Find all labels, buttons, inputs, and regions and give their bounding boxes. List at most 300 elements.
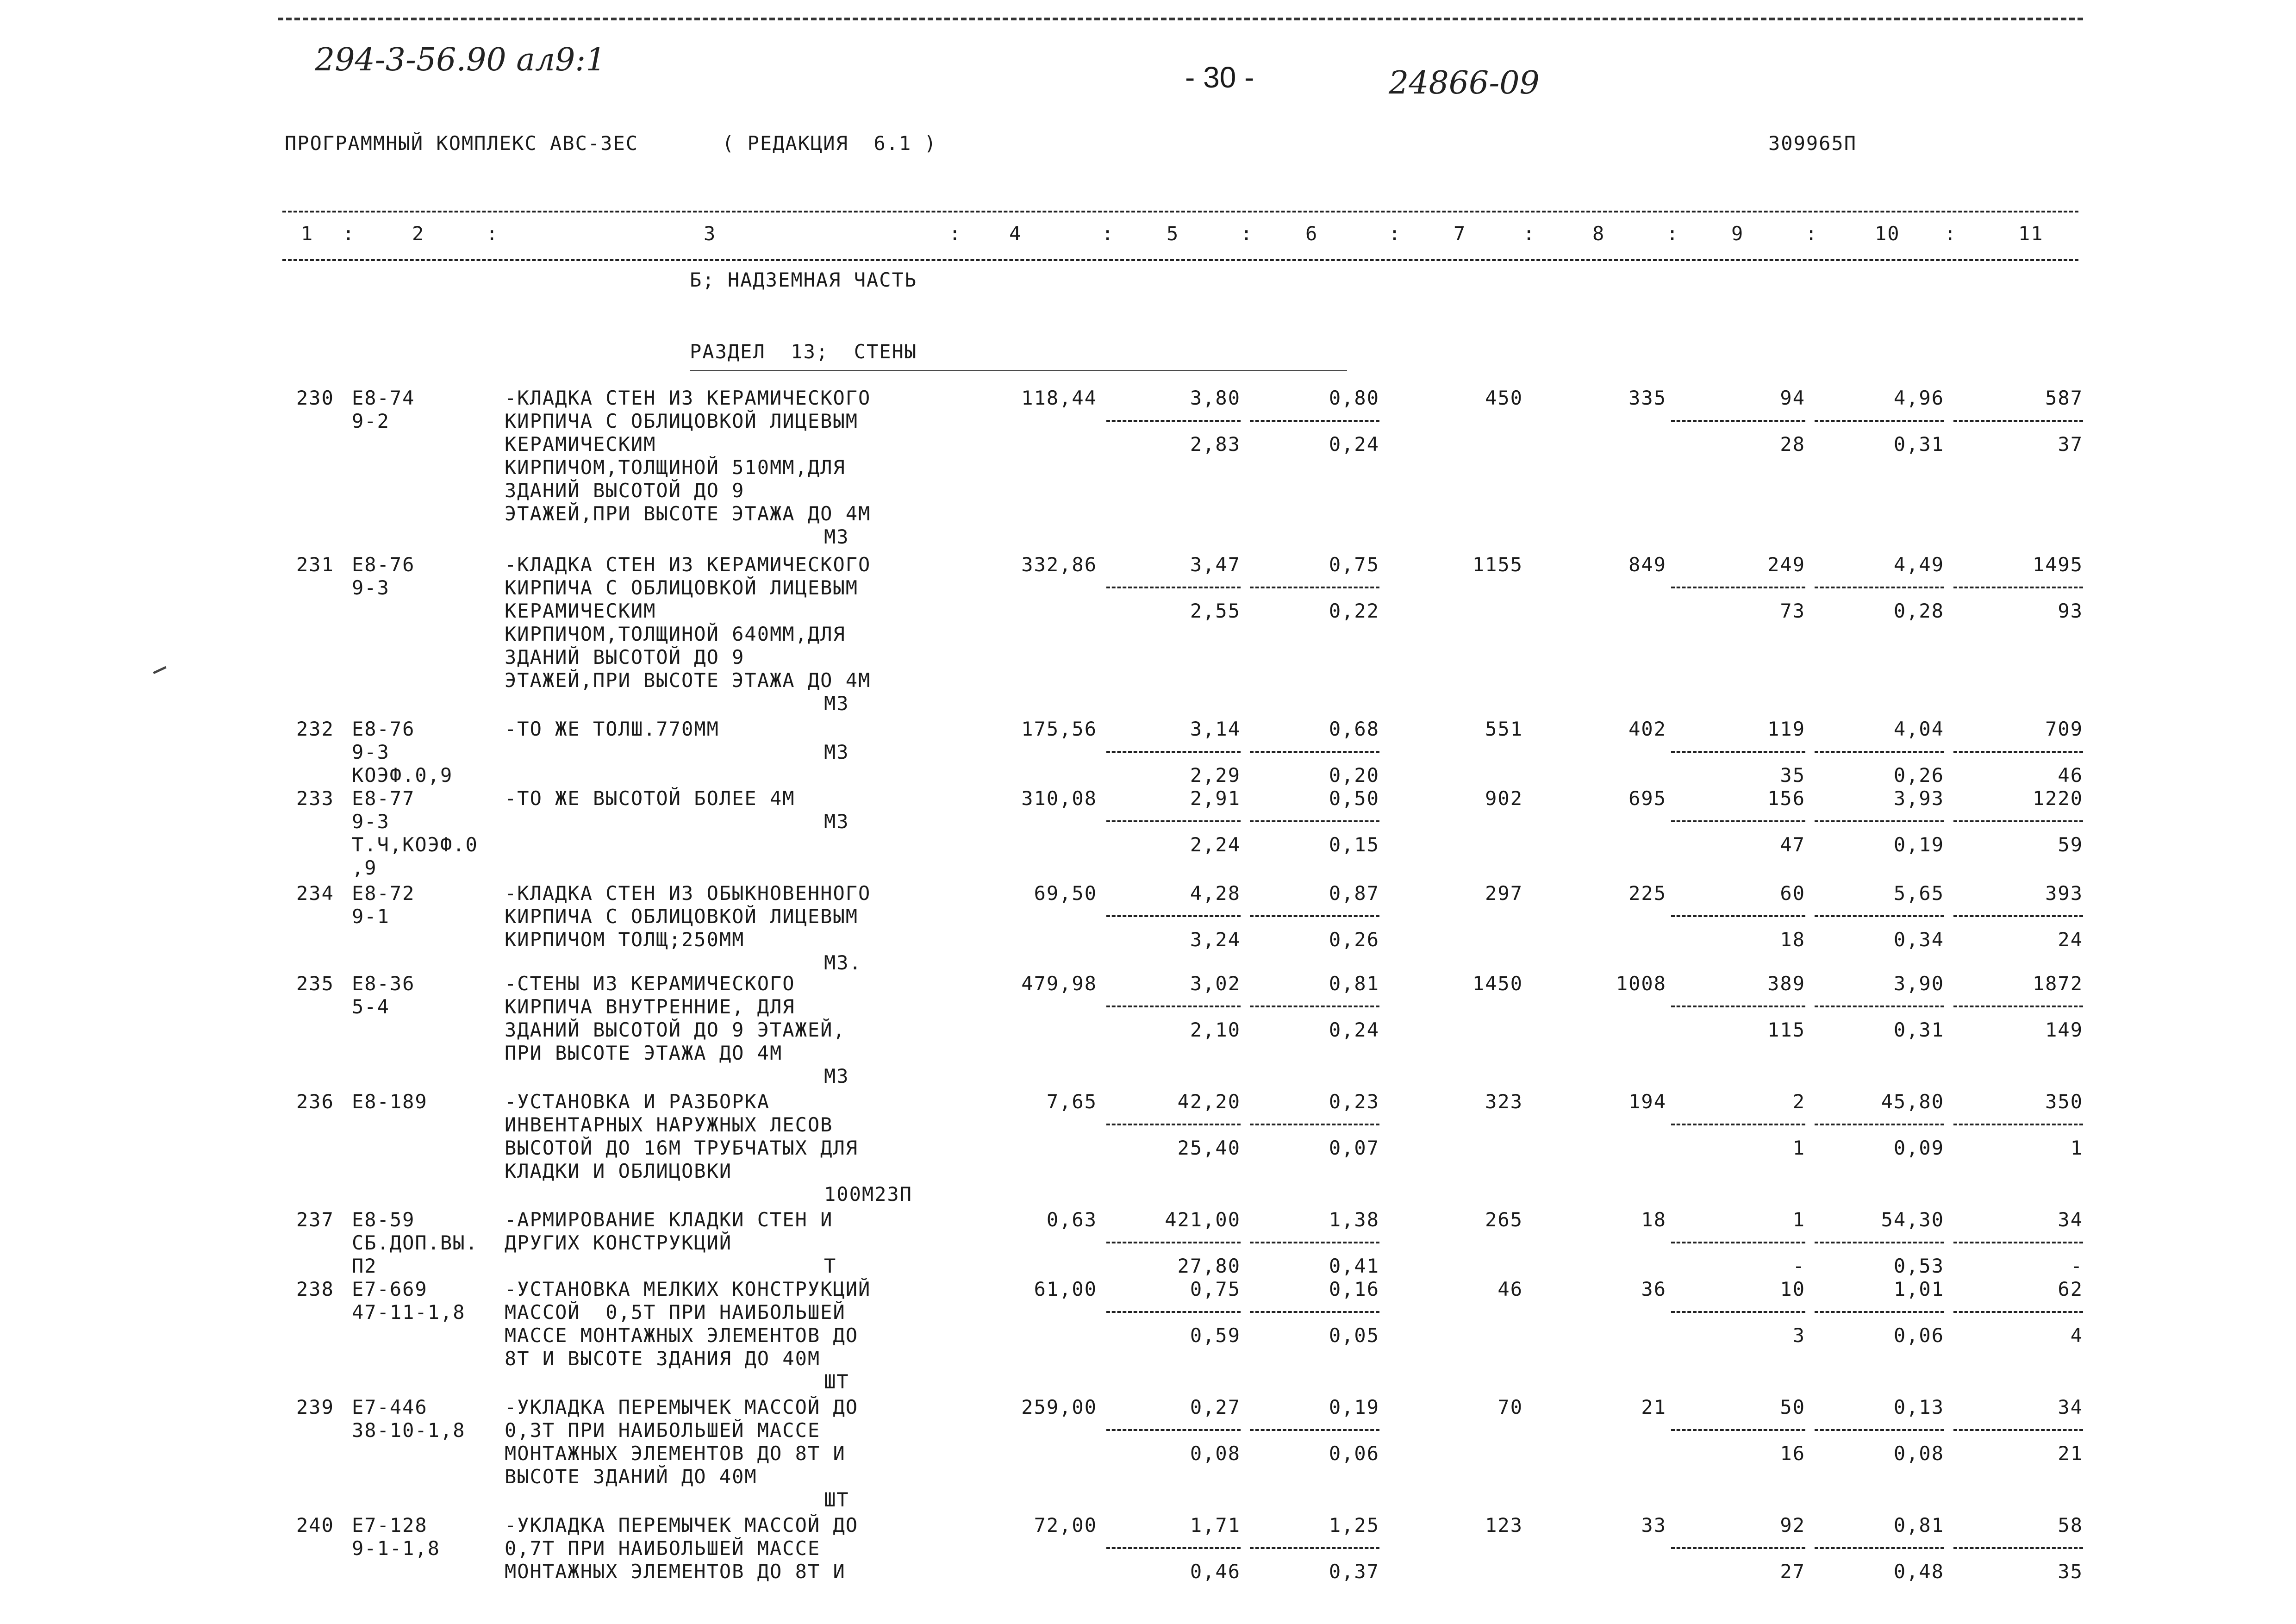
- cell-col5: 2,91: [1190, 787, 1241, 810]
- top-dashed-line: [278, 18, 2083, 20]
- column-header-7: 7: [1454, 222, 1466, 245]
- cell-col6: 1,25: [1329, 1514, 1379, 1537]
- row-number: 235: [296, 972, 334, 995]
- cell-col10: 3,90: [1893, 972, 1944, 995]
- row-unit: 100М2ЗП: [824, 1183, 913, 1206]
- cell-col6-sub: 0,06: [1329, 1442, 1379, 1465]
- row-number: 239: [296, 1396, 334, 1418]
- value-separator: [1106, 1006, 1241, 1007]
- value-separator: [1815, 915, 1944, 917]
- cell-col9-sub: 73: [1780, 600, 1805, 622]
- value-separator: [1953, 751, 2083, 753]
- column-divider: :: [1389, 222, 1402, 245]
- value-separator: [1671, 1547, 1805, 1549]
- value-separator: [1815, 1547, 1944, 1549]
- cell-col6: 0,68: [1329, 718, 1379, 740]
- column-divider: :: [1102, 222, 1115, 245]
- cell-col11-sub: 35: [2058, 1560, 2083, 1583]
- cell-col6-sub: 0,24: [1329, 433, 1379, 456]
- column-header-11: 11: [2018, 222, 2044, 245]
- cell-col6-sub: 0,15: [1329, 833, 1379, 856]
- cell-col8: 21: [1641, 1396, 1666, 1418]
- value-separator: [1106, 1429, 1241, 1431]
- row-number: 238: [296, 1278, 334, 1300]
- subsection-title: РАЗДЕЛ 13; СТЕНЫ: [690, 340, 917, 363]
- row-unit: ШТ: [824, 1488, 849, 1511]
- cell-col9-sub: 28: [1780, 433, 1805, 456]
- row-description: -УСТАНОВКА И РАЗБОРКА: [505, 1090, 770, 1113]
- cell-col11-sub: 59: [2058, 833, 2083, 856]
- row-description: МАССОЙ 0,5Т ПРИ НАИБОЛЬШЕЙ: [505, 1301, 846, 1324]
- cell-col10-sub: 0,06: [1893, 1324, 1944, 1347]
- cell-col9-sub: -: [1792, 1255, 1805, 1277]
- value-separator: [1953, 1006, 2083, 1007]
- cell-col8: 1008: [1616, 972, 1666, 995]
- header-bottom-rule: [282, 259, 2078, 261]
- cell-col7: 70: [1497, 1396, 1523, 1418]
- column-header-6: 6: [1305, 222, 1318, 245]
- row-description: ВЫСОТЕ ЗДАНИЙ ДО 40М: [505, 1465, 757, 1488]
- cell-col5: 3,47: [1190, 553, 1241, 576]
- row-code: 9-3: [352, 741, 390, 763]
- row-description: ВЫСОТОЙ ДО 16М ТРУБЧАТЫХ ДЛЯ: [505, 1137, 859, 1159]
- cell-col6-sub: 0,41: [1329, 1255, 1379, 1277]
- value-separator: [1671, 420, 1805, 422]
- row-unit: Т: [824, 1255, 837, 1277]
- cell-col9-sub: 18: [1780, 928, 1805, 951]
- row-description: МАССЕ МОНТАЖНЫХ ЭЛЕМЕНТОВ ДО: [505, 1324, 859, 1347]
- value-separator: [1815, 1429, 1944, 1431]
- cell-quantity: 7,65: [1046, 1090, 1097, 1113]
- cell-col9-sub: 115: [1767, 1018, 1805, 1041]
- value-separator: [1106, 1311, 1241, 1313]
- column-divider: :: [1944, 222, 1957, 245]
- cell-col6: 0,19: [1329, 1396, 1379, 1418]
- value-separator: [1250, 1242, 1379, 1243]
- cell-col5: 421,00: [1165, 1208, 1241, 1231]
- page-number: - 30 -: [1185, 61, 1254, 94]
- cell-col5-sub: 2,55: [1190, 600, 1241, 622]
- value-separator: [1671, 587, 1805, 588]
- value-separator: [1815, 587, 1944, 588]
- cell-col10: 54,30: [1881, 1208, 1944, 1231]
- row-description: КЕРАМИЧЕСКИМ: [505, 433, 656, 456]
- cell-col5-sub: 0,59: [1190, 1324, 1241, 1347]
- cell-col9-sub: 3: [1792, 1324, 1805, 1347]
- cell-col10-sub: 0,31: [1893, 1018, 1944, 1041]
- row-unit: М3: [824, 525, 849, 548]
- cell-col11-sub: 4: [2070, 1324, 2083, 1347]
- subsection-underline: [690, 370, 1347, 372]
- cell-col11: 393: [2045, 882, 2083, 905]
- margin-mark: [153, 666, 166, 674]
- cell-col10: 1,01: [1893, 1278, 1944, 1300]
- cell-col10: 45,80: [1881, 1090, 1944, 1113]
- cell-col11: 58: [2058, 1514, 2083, 1537]
- column-header-1: 1: [301, 222, 314, 245]
- cell-col9: 10: [1780, 1278, 1805, 1300]
- row-description: -КЛАДКА СТЕН ИЗ КЕРАМИЧЕСКОГО: [505, 387, 871, 409]
- cell-col11: 1495: [2032, 553, 2083, 576]
- value-separator: [1815, 1311, 1944, 1313]
- value-separator: [1671, 820, 1805, 822]
- value-separator: [1250, 420, 1379, 422]
- cell-col6: 0,16: [1329, 1278, 1379, 1300]
- value-separator: [1106, 420, 1241, 422]
- cell-col8: 33: [1641, 1514, 1666, 1537]
- cell-col7: 123: [1485, 1514, 1523, 1537]
- cell-col11-sub: 21: [2058, 1442, 2083, 1465]
- value-separator: [1953, 820, 2083, 822]
- column-header-4: 4: [1009, 222, 1022, 245]
- row-code: Е8-76: [352, 553, 415, 576]
- cell-col5-sub: 2,24: [1190, 833, 1241, 856]
- cell-col5: 1,71: [1190, 1514, 1241, 1537]
- column-header-2: 2: [412, 222, 425, 245]
- row-code: 9-1: [352, 905, 390, 928]
- cell-col7: 297: [1485, 882, 1523, 905]
- value-separator: [1671, 1124, 1805, 1125]
- value-separator: [1106, 820, 1241, 822]
- cell-col5: 3,80: [1190, 387, 1241, 409]
- cell-col11-sub: 1: [2070, 1137, 2083, 1159]
- row-description: КИРПИЧА С ОБЛИЦОВКОЙ ЛИЦЕВЫМ: [505, 905, 859, 928]
- cell-quantity: 72,00: [1034, 1514, 1097, 1537]
- cell-col9: 60: [1780, 882, 1805, 905]
- row-description: ДРУГИХ КОНСТРУКЦИЙ: [505, 1231, 732, 1254]
- cell-col11: 1220: [2032, 787, 2083, 810]
- cell-col10: 4,04: [1893, 718, 1944, 740]
- value-separator: [1815, 1006, 1944, 1007]
- cell-col10: 0,13: [1893, 1396, 1944, 1418]
- cell-col5-sub: 0,08: [1190, 1442, 1241, 1465]
- cell-col5-sub: 0,46: [1190, 1560, 1241, 1583]
- cell-col5: 3,02: [1190, 972, 1241, 995]
- cell-col10: 5,65: [1893, 882, 1944, 905]
- row-description: -СТЕНЫ ИЗ КЕРАМИЧЕСКОГО: [505, 972, 795, 995]
- cell-col8: 194: [1628, 1090, 1666, 1113]
- row-description: КИРПИЧА С ОБЛИЦОВКОЙ ЛИЦЕВЫМ: [505, 576, 859, 599]
- cell-col10: 4,49: [1893, 553, 1944, 576]
- value-separator: [1671, 1311, 1805, 1313]
- cell-col11-sub: 93: [2058, 600, 2083, 622]
- row-description: -ТО ЖЕ ТОЛШ.770ММ: [505, 718, 719, 740]
- row-unit: М3: [824, 1065, 849, 1087]
- value-separator: [1671, 751, 1805, 753]
- row-number: 237: [296, 1208, 334, 1231]
- value-separator: [1250, 820, 1379, 822]
- program-title: ПРОГРАММНЫЙ КОМПЛЕКС АВС-3ЕС: [285, 132, 639, 155]
- cell-col10-sub: 0,08: [1893, 1442, 1944, 1465]
- cell-col6-sub: 0,24: [1329, 1018, 1379, 1041]
- cell-col9: 50: [1780, 1396, 1805, 1418]
- cell-col7: 450: [1485, 387, 1523, 409]
- cell-col5-sub: 2,29: [1190, 764, 1241, 787]
- cell-col6: 0,80: [1329, 387, 1379, 409]
- cell-col7: 902: [1485, 787, 1523, 810]
- column-divider: :: [486, 222, 499, 245]
- cell-col10-sub: 0,26: [1893, 764, 1944, 787]
- row-code: Е8-72: [352, 882, 415, 905]
- cell-col8: 335: [1628, 387, 1666, 409]
- row-number: 234: [296, 882, 334, 905]
- row-description: -УКЛАДКА ПЕРЕМЫЧЕК МАССОЙ ДО: [505, 1396, 859, 1418]
- row-description: -УСТАНОВКА МЕЛКИХ КОНСТРУКЦИЙ: [505, 1278, 871, 1300]
- cell-col9-sub: 27: [1780, 1560, 1805, 1583]
- row-number: 236: [296, 1090, 334, 1113]
- row-number: 233: [296, 787, 334, 810]
- value-separator: [1250, 751, 1379, 753]
- value-separator: [1953, 915, 2083, 917]
- value-separator: [1250, 1429, 1379, 1431]
- row-description: КИРПИЧА ВНУТРЕННИЕ, ДЛЯ: [505, 995, 795, 1018]
- row-code: Т.Ч,КОЭФ.0: [352, 833, 478, 856]
- value-separator: [1250, 1311, 1379, 1313]
- cell-col9-sub: 35: [1780, 764, 1805, 787]
- cell-col9: 1: [1792, 1208, 1805, 1231]
- cell-col6: 0,23: [1329, 1090, 1379, 1113]
- cell-col9-sub: 1: [1792, 1137, 1805, 1159]
- value-separator: [1671, 915, 1805, 917]
- cell-col5-sub: 2,83: [1190, 433, 1241, 456]
- cell-col6-sub: 0,05: [1329, 1324, 1379, 1347]
- cell-col10: 3,93: [1893, 787, 1944, 810]
- column-divider: :: [1523, 222, 1536, 245]
- cell-col6: 0,50: [1329, 787, 1379, 810]
- column-header-8: 8: [1592, 222, 1605, 245]
- row-unit: М3.: [824, 951, 862, 974]
- row-number: 240: [296, 1514, 334, 1537]
- cell-col6: 0,81: [1329, 972, 1379, 995]
- value-separator: [1250, 1547, 1379, 1549]
- row-code: Е8-189: [352, 1090, 428, 1113]
- row-code: Е8-74: [352, 387, 415, 409]
- cell-col10: 0,81: [1893, 1514, 1944, 1537]
- value-separator: [1815, 1242, 1944, 1243]
- cell-col11: 350: [2045, 1090, 2083, 1113]
- cell-col5-sub: 25,40: [1177, 1137, 1241, 1159]
- row-code: 47-11-1,8: [352, 1301, 466, 1324]
- cell-col11: 1872: [2032, 972, 2083, 995]
- row-number: 232: [296, 718, 334, 740]
- row-description: ЗДАНИЙ ВЫСОТОЙ ДО 9: [505, 479, 745, 502]
- value-separator: [1106, 1242, 1241, 1243]
- cell-col11: 34: [2058, 1208, 2083, 1231]
- handwritten-doc-number: 294-3-56.90 ал9:1: [315, 42, 606, 78]
- row-code: Е7-669: [352, 1278, 428, 1300]
- row-code: 9-3: [352, 810, 390, 833]
- cell-col11-sub: 37: [2058, 433, 2083, 456]
- row-description: КИРПИЧОМ,ТОЛЩИНОЙ 510ММ,ДЛЯ: [505, 456, 846, 479]
- value-separator: [1815, 751, 1944, 753]
- cell-col10-sub: 0,48: [1893, 1560, 1944, 1583]
- cell-col11: 587: [2045, 387, 2083, 409]
- row-code: 9-3: [352, 576, 390, 599]
- row-code: 5-4: [352, 995, 390, 1018]
- row-code: Е8-36: [352, 972, 415, 995]
- cell-col8: 36: [1641, 1278, 1666, 1300]
- cell-col10-sub: 0,09: [1893, 1137, 1944, 1159]
- value-separator: [1953, 420, 2083, 422]
- value-separator: [1106, 915, 1241, 917]
- cell-col9: 119: [1767, 718, 1805, 740]
- value-separator: [1250, 1124, 1379, 1125]
- row-code: 9-1-1,8: [352, 1537, 441, 1560]
- row-unit: ШТ: [824, 1370, 849, 1393]
- column-header-10: 10: [1875, 222, 1900, 245]
- row-description: КИРПИЧОМ,ТОЛЩИНОЙ 640ММ,ДЛЯ: [505, 623, 846, 645]
- column-divider: :: [343, 222, 356, 245]
- cell-col9: 2: [1792, 1090, 1805, 1113]
- cell-col5: 0,75: [1190, 1278, 1241, 1300]
- cell-col11-sub: 24: [2058, 928, 2083, 951]
- row-description: КИРПИЧОМ ТОЛЩ;250ММ: [505, 928, 745, 951]
- value-separator: [1671, 1242, 1805, 1243]
- column-divider: :: [1241, 222, 1254, 245]
- row-description: КИРПИЧА С ОБЛИЦОВКОЙ ЛИЦЕВЫМ: [505, 410, 859, 432]
- value-separator: [1106, 1547, 1241, 1549]
- row-description: -КЛАДКА СТЕН ИЗ КЕРАМИЧЕСКОГО: [505, 553, 871, 576]
- row-description: -КЛАДКА СТЕН ИЗ ОБЫКНОВЕННОГО: [505, 882, 871, 905]
- row-description: ЭТАЖЕЙ,ПРИ ВЫСОТЕ ЭТАЖА ДО 4М: [505, 502, 871, 525]
- cell-col5: 3,14: [1190, 718, 1241, 740]
- row-code: 38-10-1,8: [352, 1419, 466, 1442]
- row-description: 0,3Т ПРИ НАИБОЛЬШЕЙ МАССЕ: [505, 1419, 821, 1442]
- value-separator: [1953, 1242, 2083, 1243]
- cell-col7: 551: [1485, 718, 1523, 740]
- cell-col10-sub: 0,19: [1893, 833, 1944, 856]
- cell-col9: 156: [1767, 787, 1805, 810]
- row-code: Е8-59: [352, 1208, 415, 1231]
- cell-col5-sub: 3,24: [1190, 928, 1241, 951]
- cell-col11: 34: [2058, 1396, 2083, 1418]
- cell-col9: 389: [1767, 972, 1805, 995]
- cell-col6: 0,75: [1329, 553, 1379, 576]
- value-separator: [1953, 1429, 2083, 1431]
- cell-quantity: 118,44: [1021, 387, 1097, 409]
- column-divider: :: [949, 222, 962, 245]
- cell-quantity: 69,50: [1034, 882, 1097, 905]
- row-code: П2: [352, 1255, 377, 1277]
- document-code: 309965П: [1768, 132, 1857, 155]
- cell-col10-sub: 0,34: [1893, 928, 1944, 951]
- cell-col8: 695: [1628, 787, 1666, 810]
- row-code: СБ.ДОП.ВЫ.: [352, 1231, 478, 1254]
- column-header-5: 5: [1167, 222, 1179, 245]
- cell-quantity: 61,00: [1034, 1278, 1097, 1300]
- column-divider: :: [1666, 222, 1679, 245]
- row-number: 231: [296, 553, 334, 576]
- cell-col6-sub: 0,26: [1329, 928, 1379, 951]
- column-header-9: 9: [1731, 222, 1744, 245]
- cell-col6-sub: 0,37: [1329, 1560, 1379, 1583]
- value-separator: [1953, 1124, 2083, 1125]
- value-separator: [1671, 1429, 1805, 1431]
- row-description: 8Т И ВЫСОТЕ ЗДАНИЯ ДО 40М: [505, 1347, 821, 1370]
- value-separator: [1250, 1006, 1379, 1007]
- column-header-3: 3: [704, 222, 717, 245]
- cell-col11: 709: [2045, 718, 2083, 740]
- value-separator: [1106, 587, 1241, 588]
- value-separator: [1250, 587, 1379, 588]
- cell-col7: 1155: [1472, 553, 1523, 576]
- row-code: КОЭФ.0,9: [352, 764, 453, 787]
- cell-col7: 1450: [1472, 972, 1523, 995]
- cell-quantity: 332,86: [1021, 553, 1097, 576]
- row-unit: М3: [824, 741, 849, 763]
- row-description: МОНТАЖНЫХ ЭЛЕМЕНТОВ ДО 8Т И: [505, 1442, 846, 1465]
- cell-col5-sub: 2,10: [1190, 1018, 1241, 1041]
- cell-quantity: 479,98: [1021, 972, 1097, 995]
- row-description: -ТО ЖЕ ВЫСОТОЙ БОЛЕЕ 4М: [505, 787, 795, 810]
- cell-col8: 402: [1628, 718, 1666, 740]
- row-code: Е8-76: [352, 718, 415, 740]
- row-description: ПРИ ВЫСОТЕ ЭТАЖА ДО 4М: [505, 1042, 783, 1064]
- row-description: -УКЛАДКА ПЕРЕМЫЧЕК МАССОЙ ДО: [505, 1514, 859, 1537]
- cell-col6-sub: 0,07: [1329, 1137, 1379, 1159]
- cell-quantity: 310,08: [1021, 787, 1097, 810]
- cell-col5-sub: 27,80: [1177, 1255, 1241, 1277]
- cell-col8: 18: [1641, 1208, 1666, 1231]
- row-description: 0,7Т ПРИ НАИБОЛЬШЕЙ МАССЕ: [505, 1537, 821, 1560]
- cell-col11-sub: -: [2070, 1255, 2083, 1277]
- cell-col10-sub: 0,31: [1893, 433, 1944, 456]
- cell-col9: 249: [1767, 553, 1805, 576]
- value-separator: [1815, 420, 1944, 422]
- cell-col7: 265: [1485, 1208, 1523, 1231]
- value-separator: [1953, 1547, 2083, 1549]
- row-code: ,9: [352, 856, 377, 879]
- cell-col5: 0,27: [1190, 1396, 1241, 1418]
- row-description: КЛАДКИ И ОБЛИЦОВКИ: [505, 1160, 732, 1182]
- value-separator: [1815, 820, 1944, 822]
- row-code: Е7-446: [352, 1396, 428, 1418]
- cell-quantity: 175,56: [1021, 718, 1097, 740]
- column-divider: :: [1805, 222, 1818, 245]
- header-top-rule: [282, 211, 2078, 212]
- cell-quantity: 259,00: [1021, 1396, 1097, 1418]
- cell-col9: 92: [1780, 1514, 1805, 1537]
- program-edition: ( РЕДАКЦИЯ 6.1 ): [722, 132, 937, 155]
- row-description: ЗДАНИЙ ВЫСОТОЙ ДО 9: [505, 646, 745, 668]
- row-description: ЭТАЖЕЙ,ПРИ ВЫСОТЕ ЭТАЖА ДО 4М: [505, 669, 871, 692]
- row-description: МОНТАЖНЫХ ЭЛЕМЕНТОВ ДО 8Т И: [505, 1560, 846, 1583]
- cell-col9: 94: [1780, 387, 1805, 409]
- row-description: ЗДАНИЙ ВЫСОТОЙ ДО 9 ЭТАЖЕЙ,: [505, 1018, 846, 1041]
- cell-col9-sub: 16: [1780, 1442, 1805, 1465]
- value-separator: [1815, 1124, 1944, 1125]
- row-code: 9-2: [352, 410, 390, 432]
- value-separator: [1953, 587, 2083, 588]
- cell-col11-sub: 46: [2058, 764, 2083, 787]
- value-separator: [1250, 915, 1379, 917]
- cell-col5: 4,28: [1190, 882, 1241, 905]
- cell-col10-sub: 0,53: [1893, 1255, 1944, 1277]
- row-code: Е8-77: [352, 787, 415, 810]
- handwritten-reference: 24866-09: [1389, 65, 1540, 101]
- cell-col5: 42,20: [1177, 1090, 1241, 1113]
- row-unit: М3: [824, 810, 849, 833]
- row-description: ИНВЕНТАРНЫХ НАРУЖНЫХ ЛЕСОВ: [505, 1113, 833, 1136]
- row-description: КЕРАМИЧЕСКИМ: [505, 600, 656, 622]
- cell-col8: 849: [1628, 553, 1666, 576]
- value-separator: [1106, 1124, 1241, 1125]
- row-number: 230: [296, 387, 334, 409]
- cell-col6-sub: 0,20: [1329, 764, 1379, 787]
- cell-quantity: 0,63: [1046, 1208, 1097, 1231]
- cell-col9-sub: 47: [1780, 833, 1805, 856]
- row-unit: М3: [824, 692, 849, 715]
